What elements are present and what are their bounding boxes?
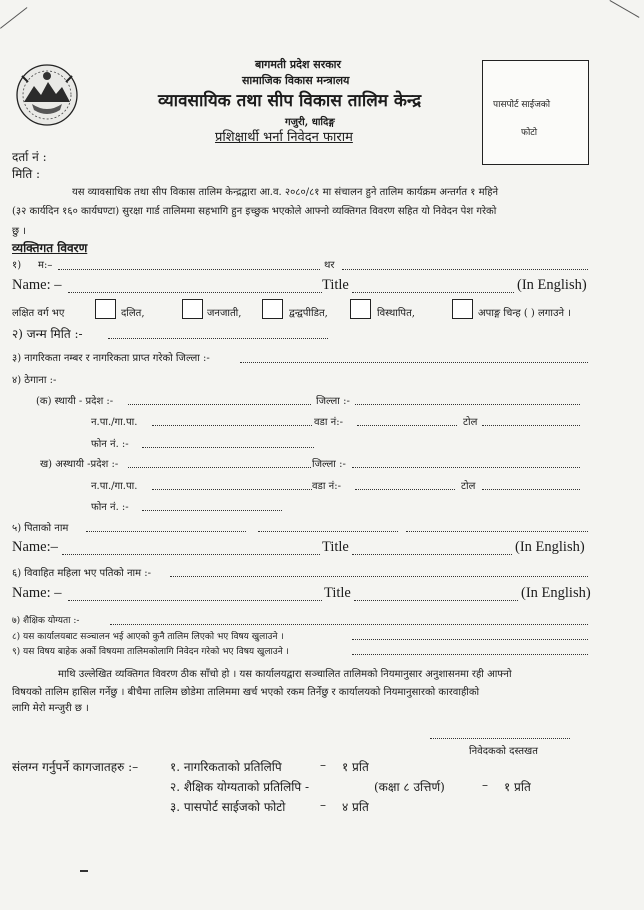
attachments-label: संलग्न गर्नुपर्ने कागजातहरु :–	[12, 760, 139, 774]
previous-training-label: ८) यस कार्यालयबाट सञ्चालन भई आएको कुनै तालिम लिएको भए विषय खुलाउने ।	[12, 632, 284, 642]
nepal-emblem-logo	[14, 62, 80, 128]
citizenship-label: ३) नागरिकता नम्बर र नागरिकता प्राप्त गरेको जिल्ला :-	[12, 353, 210, 364]
husband-name-english-label: Name: –	[12, 585, 62, 601]
field-number: १)	[12, 260, 22, 271]
husband-title-field[interactable]	[354, 600, 518, 601]
attachment-item: ३. पासपोर्ट साईजको फोटो	[170, 800, 286, 814]
husband-title-label: Title	[324, 585, 351, 601]
temporary-ward-field[interactable]	[355, 489, 455, 490]
attachment-item: २. शैक्षिक योग्यताको प्रतिलिपि -	[170, 780, 310, 794]
name-english-field[interactable]	[68, 292, 322, 293]
permanent-phone-label: फोन नं. :-	[91, 439, 129, 450]
father-name-label: ५) पिताको नाम	[12, 523, 69, 534]
target-group-label: लक्षित वर्ग भए	[12, 308, 65, 319]
permanent-province-label: (क) स्थायी - प्रदेश :-	[36, 396, 114, 407]
education-label: ७) शैक्षिक योग्यता :-	[12, 616, 80, 626]
other-application-label: ९) यस विषय बाहेक अर्को विषयमा तालिमकोलागि निवेदन गरेको भए विषय खुलाउने ।	[12, 647, 289, 657]
surname-label: थर	[324, 260, 335, 271]
temporary-municipality-label: न.पा./गा.पा.	[91, 481, 138, 492]
previous-training-field[interactable]	[352, 639, 588, 640]
permanent-municipality-label: न.पा./गा.पा.	[91, 417, 138, 428]
title-field[interactable]	[352, 292, 514, 293]
center-name: व्यावसायिक तथा सीप विकास तालिम केन्द्र	[158, 91, 422, 111]
temporary-ward-label: वडा नं:-	[312, 481, 341, 492]
section-title: व्यक्तिगत विवरण	[12, 241, 88, 255]
displaced-label: विस्थापित,	[377, 308, 415, 319]
permanent-phone-field[interactable]	[142, 447, 314, 448]
attachment-dash: –	[320, 798, 326, 812]
temporary-province-field[interactable]	[128, 467, 311, 468]
in-english-note: (In English)	[515, 539, 585, 555]
temporary-phone-field[interactable]	[142, 510, 282, 511]
intro-line: (३२ कार्यदिन १६० कार्यघण्टा) सुरक्षा गार्ड तालिममा सहभागि हुन इच्छुक भएकोले आफ्नो व्यक्तिगत विवरण सहित यो निवेदन पेश गरेको	[12, 206, 497, 217]
temporary-district-label: जिल्ला :-	[312, 459, 346, 470]
attachment-item: १. नागरिकताको प्रतिलिपि	[170, 760, 282, 774]
permanent-ward-label: वडा नं:-	[314, 417, 343, 428]
husband-name-label: ६) विवाहित महिला भए पतिको नाम :-	[12, 568, 151, 579]
father-title-label: Title	[322, 539, 349, 555]
dalit-checkbox[interactable]	[95, 299, 116, 319]
declaration-line: माथि उल्लेखित व्यक्तिगत विवरण ठीक साँचो हो । यस कार्यालयद्वारा सञ्चालित तालिमको नियमानुसार अनुशासनमा रही आफ्नो	[58, 669, 512, 680]
dob-label: २) जन्म मिति :-	[12, 327, 83, 341]
husband-name-english-field[interactable]	[68, 600, 322, 601]
attachment-extra: (कक्षा ८ उत्तिर्ण)	[374, 780, 445, 794]
father-title-field[interactable]	[352, 554, 512, 555]
surname-field[interactable]	[342, 269, 588, 270]
in-english-note: (In English)	[517, 277, 587, 293]
declaration-line: लागि मेरो मन्जुरी छ ।	[12, 703, 89, 714]
attachment-qty: ४ प्रति	[342, 800, 369, 814]
first-name-field[interactable]	[58, 269, 320, 270]
intro-line: छु ।	[12, 226, 26, 237]
permanent-district-label: जिल्ला :-	[316, 396, 350, 407]
displaced-checkbox[interactable]	[350, 299, 371, 319]
disabled-label: अपाङ्ग चिन्ह ( ) लगाउने ।	[478, 308, 571, 319]
janajati-checkbox[interactable]	[182, 299, 203, 319]
temporary-municipality-field[interactable]	[152, 489, 312, 490]
permanent-province-field[interactable]	[128, 404, 311, 405]
temporary-district-field[interactable]	[352, 467, 580, 468]
photo-box-label: फोटो	[521, 128, 538, 138]
father-name-english-field[interactable]	[62, 554, 320, 555]
permanent-municipality-field[interactable]	[152, 425, 312, 426]
dalit-label: दलित,	[121, 308, 145, 319]
address-label: ४) ठेगाना :-	[12, 375, 57, 386]
other-application-field[interactable]	[352, 654, 588, 655]
name-english-label: Name: –	[12, 277, 62, 293]
dob-field[interactable]	[108, 338, 328, 339]
attachment-dash: –	[320, 758, 326, 772]
father-name-english-label: Name:–	[12, 539, 58, 555]
government-name: बागमती प्रदेश सरकार	[255, 58, 341, 71]
permanent-ward-field[interactable]	[357, 425, 457, 426]
husband-name-field[interactable]	[170, 576, 588, 577]
temporary-tole-label: टोल	[461, 481, 476, 492]
in-english-note: (In English)	[521, 585, 591, 601]
janajati-label: जनजाती,	[207, 308, 242, 319]
signature-field[interactable]	[430, 738, 570, 739]
father-name-field-2[interactable]	[258, 531, 398, 532]
attachment-qty: १ प्रति	[504, 780, 531, 794]
form-title: प्रशिक्षार्थी भर्ना निवेदन फाराम	[215, 130, 353, 145]
title-label: Title	[322, 277, 349, 293]
education-field[interactable]	[110, 624, 588, 625]
temporary-province-label: ख) अस्थायी -प्रदेश :-	[40, 459, 119, 470]
scan-mark	[80, 870, 88, 872]
father-name-field-3[interactable]	[406, 531, 588, 532]
father-name-field[interactable]	[86, 531, 246, 532]
disabled-checkbox[interactable]	[452, 299, 473, 319]
date-label: मिति :	[12, 167, 41, 181]
first-name-label: म:–	[38, 260, 53, 271]
permanent-tole-field[interactable]	[482, 425, 580, 426]
citizenship-field[interactable]	[240, 362, 588, 363]
photo-box-label: पासपोर्ट साईजको	[493, 100, 551, 110]
scan-corner-mark	[0, 7, 28, 29]
ministry-name: सामाजिक विकास मन्त्रालय	[242, 74, 350, 87]
signature-label: निवेदकको दस्तखत	[469, 746, 538, 757]
passport-photo-box	[482, 60, 589, 165]
temporary-phone-label: फोन नं. :-	[91, 502, 129, 513]
intro-line: यस व्यावसाधिक तथा सीप विकास तालिम केन्द्रद्वारा आ.व. २०८०/८१ मा संचालन हुने तालिम कार्यक्रम अन्तर्गत १ महिने	[72, 187, 499, 198]
conflict-victim-label: द्वन्द्वपीडित,	[289, 308, 328, 319]
registration-number-label: दर्ता नं :	[12, 150, 47, 164]
scan-corner-mark	[609, 0, 639, 18]
declaration-line: विषयको तालिम हासिल गर्नेछु । बीचैमा तालिम छोडेमा तालिममा खर्च भएको रकम तिर्नेछु र कार्यालयको नियमानुसारको कारवाहीको	[12, 687, 480, 698]
permanent-district-field[interactable]	[355, 404, 580, 405]
permanent-tole-label: टोल	[463, 417, 478, 428]
location-text: गजुरी, धादिङ्ग	[285, 117, 335, 128]
attachment-qty: १ प्रति	[342, 760, 369, 774]
temporary-tole-field[interactable]	[482, 489, 580, 490]
attachment-dash: –	[482, 778, 488, 792]
conflict-victim-checkbox[interactable]	[262, 299, 283, 319]
